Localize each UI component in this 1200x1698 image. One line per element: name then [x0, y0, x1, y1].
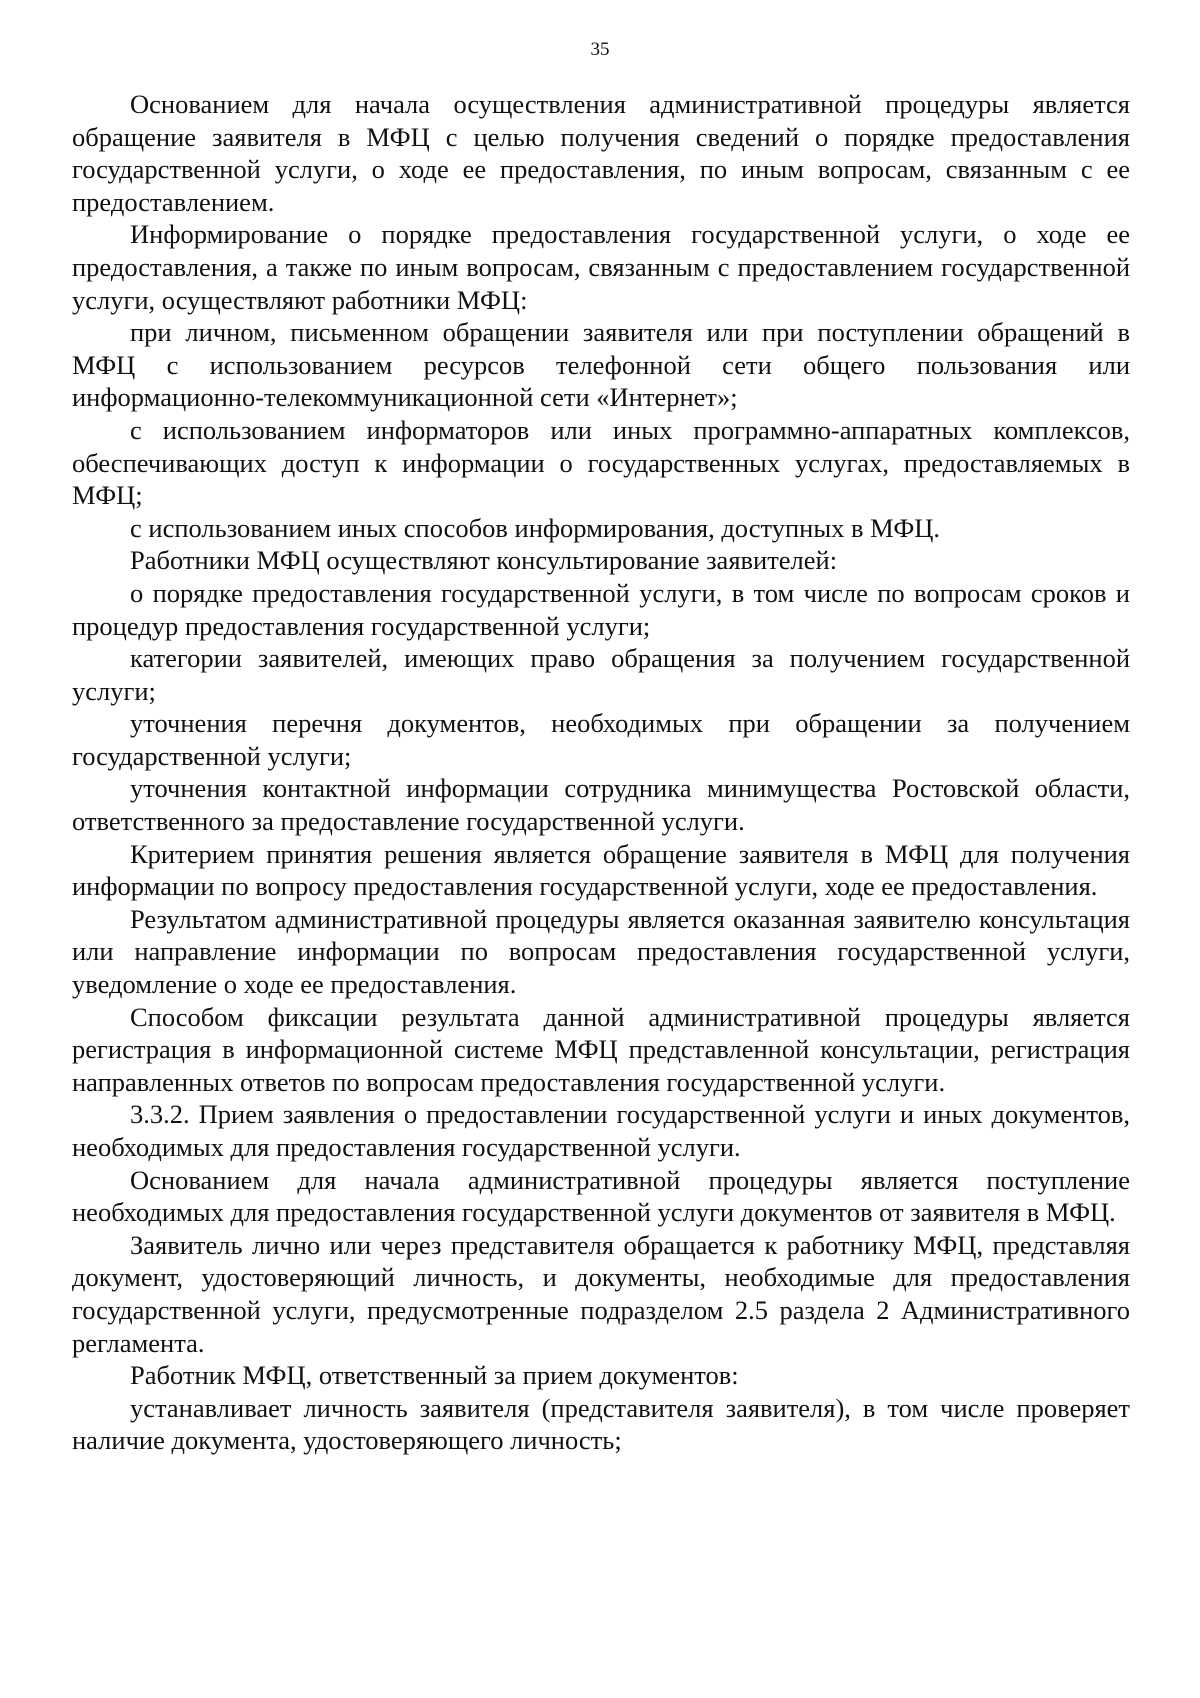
paragraph: Работник МФЦ, ответственный за прием документов:: [130, 1360, 739, 1391]
document-body: [72, 88, 1130, 1457]
paragraph: Способом фиксации результата данной административной процедуры является регистрация в информационной системе МФЦ представленной консультации, регистрация направленных ответов по вопросам предоставления государственной услуги.: [72, 1001, 1130, 1097]
paragraph: Основанием для начала осуществления административной процедуры является обращение заявителя в МФЦ с целью получения сведений о порядке предоставления государственной услуги, о ходе ее предоставления, по иным вопросам, связанным с ее предоставлением.: [72, 89, 1130, 217]
paragraph: с использованием иных способов информирования, доступных в МФЦ.: [130, 512, 941, 543]
paragraph: Критерием принятия решения является обращение заявителя в МФЦ для получения информации по вопросу предоставления государственной услуги, ходе ее предоставления.: [72, 838, 1130, 902]
page-number: 35: [590, 39, 610, 60]
section-heading: 3.3.2. Прием заявления о предоставлении государственной услуги и иных документов, необходимых для предоставления государственной услуги.: [72, 1099, 1130, 1162]
paragraph: Результатом административной процедуры является оказанная заявителю консультация или направление информации по вопросам предоставления государственной услуги, уведомление о ходе ее предоставления.: [72, 903, 1130, 1000]
paragraph: устанавливает личность заявителя (представителя заявителя), в том числе проверяет наличие документа, удостоверяющего личность;: [72, 1392, 1130, 1456]
paragraph: при личном, письменном обращении заявителя или при поступлении обращений в МФЦ с использованием ресурсов телефонной сети общего пользования или информационно-телекоммуникационной сети «Интернет»;: [72, 317, 1130, 413]
paragraph: о порядке предоставления государственной услуги, в том числе по вопросам сроков и процедур предоставления государственной услуги;: [72, 577, 1130, 641]
paragraph: Информирование о порядке предоставления государственной услуги, о ходе ее предоставления, а также по иным вопросам, связанным с предоставлением государственной услуги, осуществляют работники МФЦ:: [72, 219, 1130, 315]
paragraph: уточнения перечня документов, необходимых при обращении за получением государственной услуги;: [72, 708, 1130, 771]
paragraph: с использованием информаторов или иных программно-аппаратных комплексов, обеспечивающих доступ к информации о государственных услугах, предоставляемых в МФЦ;: [72, 414, 1130, 511]
paragraph: Основанием для начала административной процедуры является поступление необходимых для предоставления государственной услуги документов от заявителя в МФЦ.: [72, 1164, 1130, 1228]
paragraph: категории заявителей, имеющих право обращения за получением государственной услуги;: [72, 643, 1130, 706]
paragraph: Заявитель лично или через представителя обращается к работнику МФЦ, представляя документ, удостоверяющий личность, и документы, необходимые для предоставления государственной услуги, предусмотренные подразделом 2.5 раздела 2 Административного регламента.: [72, 1229, 1130, 1358]
paragraph: Работники МФЦ осуществляют консультирование заявителей:: [130, 545, 838, 576]
paragraph: уточнения контактной информации сотрудника минимущества Ростовской области, ответственного за предоставление государственной услуги.: [72, 773, 1130, 837]
